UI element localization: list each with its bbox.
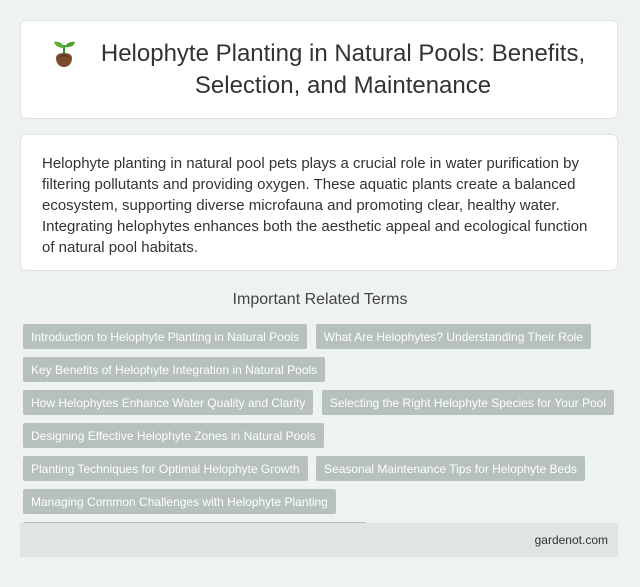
page-title: Helophyte Planting in Natural Pools: Benefits, Selection, and Maintenance	[100, 39, 586, 99]
sprout-icon	[51, 40, 77, 68]
title-card	[20, 20, 618, 119]
term-tag[interactable]: Seasonal Maintenance Tips for Helophyte Beds	[316, 456, 585, 481]
term-tag[interactable]: Managing Common Challenges with Helophyte Planting	[23, 489, 336, 514]
intro-card	[20, 134, 618, 271]
term-tag[interactable]: Selecting the Right Helophyte Species for Your Pool	[322, 390, 614, 415]
term-tag[interactable]: Planting Techniques for Optimal Helophyte Growth	[23, 456, 308, 481]
term-tag[interactable]: Introduction to Helophyte Planting in Natural Pools	[23, 324, 307, 349]
title-wrap	[21, 38, 617, 102]
term-tag[interactable]: What Are Helophytes? Understanding Their Role	[316, 324, 591, 349]
related-terms-list	[23, 324, 619, 555]
term-tag[interactable]: Designing Effective Helophyte Zones in Natural Pools	[23, 423, 324, 448]
term-tag[interactable]: How Helophytes Enhance Water Quality and Clarity	[23, 390, 313, 415]
term-tag[interactable]: Key Benefits of Helophyte Integration in Natural Pools	[23, 357, 325, 382]
site-link[interactable]: gardenot.com	[534, 533, 608, 547]
related-terms-heading: Important Related Terms	[232, 291, 408, 308]
intro-paragraph: Helophyte planting in natural pool pets plays a crucial role in water purification by filtering pollutants and providing oxygen. These aquatic plants create a balanced ecosystem, supporting diverse microfauna and promoting clear, healthy water. Integrating helophytes enhances both the aesthetic appeal and ecological function of natural pool habitats.	[42, 155, 588, 256]
footer	[20, 523, 618, 557]
